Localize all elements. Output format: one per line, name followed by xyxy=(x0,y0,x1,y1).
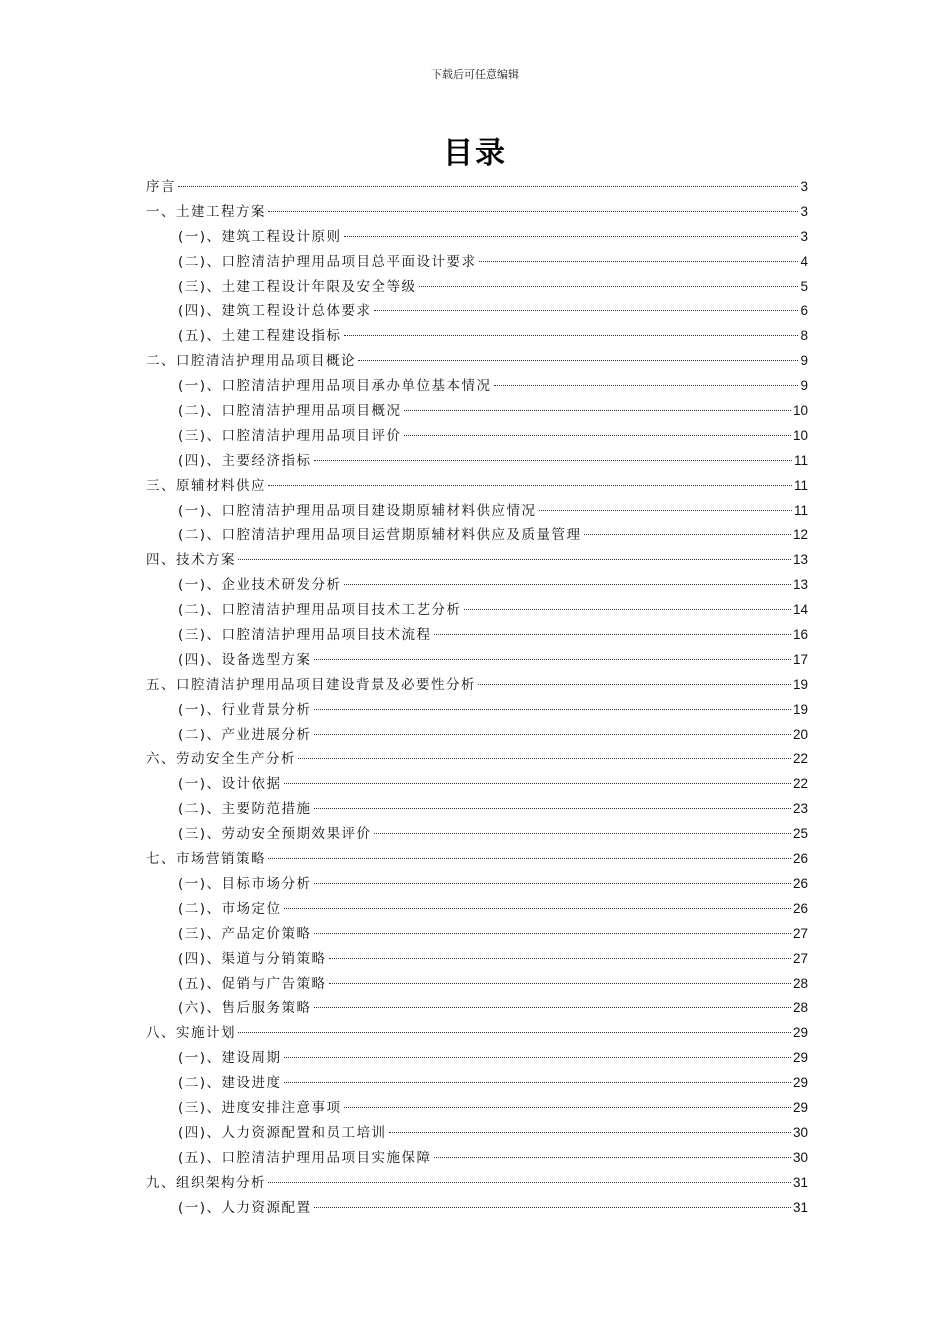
toc-entry-label: 六、劳动安全生产分析 xyxy=(146,751,296,768)
toc-entry[interactable] xyxy=(146,1021,808,1046)
toc-entry-page-number: 13 xyxy=(792,552,808,568)
toc-entry[interactable] xyxy=(146,349,808,374)
toc-entry-label: (一)、目标市场分析 xyxy=(178,875,312,892)
dot-leader xyxy=(314,734,791,735)
toc-entry[interactable] xyxy=(146,250,808,275)
toc-entry-label: (二)、建设进度 xyxy=(178,1075,282,1092)
toc-entry[interactable] xyxy=(146,723,808,748)
toc-entry[interactable] xyxy=(146,399,808,424)
toc-entry[interactable] xyxy=(146,1046,808,1071)
toc-entry-page-number: 29 xyxy=(792,1050,808,1066)
toc-entry[interactable] xyxy=(146,424,808,449)
toc-entry[interactable] xyxy=(146,897,808,922)
toc-entry-label: (一)、人力资源配置 xyxy=(178,1199,312,1216)
dot-leader xyxy=(374,833,791,834)
dot-leader xyxy=(284,1082,791,1083)
toc-entry-label: (二)、主要防范措施 xyxy=(178,801,312,818)
toc-entry-page-number: 28 xyxy=(792,1000,808,1016)
toc-entry[interactable] xyxy=(146,972,808,997)
dot-leader xyxy=(344,335,799,336)
toc-entry-label: (六)、售后服务策略 xyxy=(178,1000,312,1017)
dot-leader xyxy=(268,485,792,486)
toc-entry-label: 八、实施计划 xyxy=(146,1025,236,1042)
toc-entry-page-number: 10 xyxy=(792,403,808,419)
toc-entry-label: 四、技术方案 xyxy=(146,552,236,569)
toc-entry-label: (二)、市场定位 xyxy=(178,900,282,917)
toc-entry-label: (三)、产品定价策略 xyxy=(178,925,312,942)
dot-leader xyxy=(314,883,791,884)
toc-entry-page-number: 5 xyxy=(800,278,808,294)
dot-leader xyxy=(178,186,798,187)
dot-leader xyxy=(314,460,792,461)
toc-entry[interactable] xyxy=(146,474,808,499)
toc-entry[interactable] xyxy=(146,1196,808,1221)
toc-entry-label: (五)、土建工程建设指标 xyxy=(178,328,342,345)
toc-entry-label: (三)、口腔清洁护理用品项目评价 xyxy=(178,427,402,444)
toc-entry[interactable] xyxy=(146,324,808,349)
dot-leader xyxy=(238,1032,791,1033)
toc-entry[interactable] xyxy=(146,275,808,300)
dot-leader xyxy=(268,1182,791,1183)
toc-entry-page-number: 17 xyxy=(792,651,808,667)
toc-entry-page-number: 9 xyxy=(800,353,808,369)
toc-entry-label: (二)、产业进展分析 xyxy=(178,726,312,743)
toc-entry-page-number: 10 xyxy=(792,427,808,443)
toc-entry-label: (二)、口腔清洁护理用品项目概况 xyxy=(178,403,402,420)
dot-leader xyxy=(268,858,791,859)
dot-leader xyxy=(238,559,791,560)
dot-leader xyxy=(479,261,799,262)
dot-leader xyxy=(298,758,791,759)
toc-entry-page-number: 13 xyxy=(792,577,808,593)
toc-entry-page-number: 27 xyxy=(792,950,808,966)
toc-entry-label: (二)、口腔清洁护理用品项目运营期原辅材料供应及质量管理 xyxy=(178,527,582,544)
toc-entry-label: (一)、企业技术研发分析 xyxy=(178,577,342,594)
toc-entry-label: 三、原辅材料供应 xyxy=(146,477,266,494)
toc-entry[interactable] xyxy=(146,374,808,399)
toc-entry[interactable] xyxy=(146,598,808,623)
toc-entry-page-number: 11 xyxy=(793,452,808,468)
toc-entry[interactable] xyxy=(146,1171,808,1196)
toc-entry-page-number: 29 xyxy=(792,1075,808,1091)
toc-entry[interactable] xyxy=(146,523,808,548)
toc-entry-page-number: 16 xyxy=(792,627,808,643)
toc-entry-page-number: 25 xyxy=(792,826,808,842)
toc-entry-page-number: 27 xyxy=(792,925,808,941)
toc-entry[interactable] xyxy=(146,698,808,723)
toc-entry-page-number: 12 xyxy=(792,527,808,543)
dot-leader xyxy=(464,609,791,610)
dot-leader xyxy=(284,908,791,909)
dot-leader xyxy=(389,1132,791,1133)
toc-entry-label: (一)、口腔清洁护理用品项目承办单位基本情况 xyxy=(178,378,492,395)
toc-entry-page-number: 9 xyxy=(800,378,808,394)
dot-leader xyxy=(404,435,791,436)
dot-leader xyxy=(419,286,799,287)
toc-entry-page-number: 30 xyxy=(792,1124,808,1140)
toc-entry[interactable] xyxy=(146,175,808,200)
toc-entry[interactable] xyxy=(146,449,808,474)
toc-entry-page-number: 11 xyxy=(793,502,808,518)
toc-entry-page-number: 28 xyxy=(792,975,808,991)
toc-entry[interactable] xyxy=(146,1096,808,1121)
toc-entry-label: 七、市场营销策略 xyxy=(146,851,266,868)
toc-entry-label: (二)、口腔清洁护理用品项目技术工艺分析 xyxy=(178,602,462,619)
toc-entry[interactable] xyxy=(146,822,808,847)
toc-entry-page-number: 19 xyxy=(792,701,808,717)
toc-entry-label: (四)、设备选型方案 xyxy=(178,651,312,668)
toc-entry[interactable] xyxy=(146,499,808,524)
dot-leader xyxy=(314,933,791,934)
toc-entry-label: 一、土建工程方案 xyxy=(146,203,266,220)
toc-entry-label: (一)、建设周期 xyxy=(178,1050,282,1067)
toc-entry-page-number: 22 xyxy=(792,776,808,792)
dot-leader xyxy=(314,1207,791,1208)
toc-entry-label: 九、组织架构分析 xyxy=(146,1174,266,1191)
dot-leader xyxy=(268,211,798,212)
toc-entry-label: (三)、土建工程设计年限及安全等级 xyxy=(178,278,417,295)
toc-entry[interactable] xyxy=(146,772,808,797)
dot-leader xyxy=(314,808,791,809)
dot-leader xyxy=(314,709,791,710)
toc-entry-label: (五)、促销与广告策略 xyxy=(178,975,327,992)
dot-leader xyxy=(358,360,798,361)
toc-entry-page-number: 29 xyxy=(792,1099,808,1115)
toc-entry-page-number: 19 xyxy=(792,676,808,692)
toc-entry-page-number: 31 xyxy=(792,1174,808,1190)
toc-entry-page-number: 6 xyxy=(800,303,808,319)
dot-leader xyxy=(539,510,792,511)
toc-entry-page-number: 23 xyxy=(792,801,808,817)
toc-entry-label: (四)、人力资源配置和员工培训 xyxy=(178,1124,387,1141)
toc-entry-page-number: 29 xyxy=(792,1025,808,1041)
toc-entry-page-number: 30 xyxy=(792,1149,808,1165)
toc-entry[interactable] xyxy=(146,648,808,673)
toc-entry-label: (五)、口腔清洁护理用品项目实施保障 xyxy=(178,1149,432,1166)
toc-entry-page-number: 20 xyxy=(792,726,808,742)
dot-leader xyxy=(404,410,791,411)
toc-entry[interactable] xyxy=(146,996,808,1021)
dot-leader xyxy=(344,1107,791,1108)
toc-entry[interactable] xyxy=(146,1146,808,1171)
toc-entry-page-number: 11 xyxy=(793,477,808,493)
toc-entry-label: (一)、行业背景分析 xyxy=(178,701,312,718)
dot-leader xyxy=(434,634,791,635)
toc-entry[interactable] xyxy=(146,847,808,872)
toc-entry-label: 五、口腔清洁护理用品项目建设背景及必要性分析 xyxy=(146,676,476,693)
toc-entry[interactable] xyxy=(146,573,808,598)
toc-list xyxy=(146,175,808,1220)
toc-entry-page-number: 22 xyxy=(792,751,808,767)
toc-entry[interactable] xyxy=(146,947,808,972)
toc-entry[interactable] xyxy=(146,673,808,698)
toc-entry-page-number: 3 xyxy=(800,203,808,219)
dot-leader xyxy=(494,385,799,386)
toc-entry[interactable] xyxy=(146,623,808,648)
toc-entry[interactable] xyxy=(146,1071,808,1096)
toc-entry-page-number: 26 xyxy=(792,851,808,867)
toc-entry-label: (四)、渠道与分销策略 xyxy=(178,950,327,967)
toc-entry[interactable] xyxy=(146,1121,808,1146)
toc-entry-label: (三)、口腔清洁护理用品项目技术流程 xyxy=(178,627,432,644)
toc-entry-label: (四)、建筑工程设计总体要求 xyxy=(178,303,372,320)
toc-entry[interactable] xyxy=(146,225,808,250)
dot-leader xyxy=(314,659,791,660)
toc-entry-page-number: 26 xyxy=(792,900,808,916)
dot-leader xyxy=(344,584,791,585)
dot-leader xyxy=(584,534,791,535)
dot-leader xyxy=(344,236,799,237)
toc-entry-page-number: 31 xyxy=(792,1199,808,1215)
toc-entry[interactable] xyxy=(146,872,808,897)
toc-entry-label: (三)、劳动安全预期效果评价 xyxy=(178,826,372,843)
toc-entry-page-number: 8 xyxy=(800,328,808,344)
header-note: 下载后可任意编辑 xyxy=(431,68,519,81)
toc-entry[interactable] xyxy=(146,299,808,324)
toc-entry-page-number: 3 xyxy=(800,228,808,244)
toc-entry-label: (三)、进度安排注意事项 xyxy=(178,1099,342,1116)
toc-entry-label: (二)、口腔清洁护理用品项目总平面设计要求 xyxy=(178,253,477,270)
dot-leader xyxy=(329,958,791,959)
toc-entry-label: (四)、主要经济指标 xyxy=(178,452,312,469)
toc-entry-label: 二、口腔清洁护理用品项目概论 xyxy=(146,353,356,370)
toc-entry-page-number: 14 xyxy=(792,602,808,618)
toc-entry-label: (一)、口腔清洁护理用品项目建设期原辅材料供应情况 xyxy=(178,502,537,519)
toc-title: 目录 xyxy=(443,136,507,171)
toc-entry-label: (一)、建筑工程设计原则 xyxy=(178,228,342,245)
toc-entry[interactable] xyxy=(146,797,808,822)
dot-leader xyxy=(284,783,791,784)
dot-leader xyxy=(434,1157,791,1158)
toc-entry-page-number: 26 xyxy=(792,875,808,891)
toc-entry[interactable] xyxy=(146,922,808,947)
toc-entry-label: 序言 xyxy=(146,179,176,195)
toc-entry[interactable] xyxy=(146,747,808,772)
toc-entry-page-number: 4 xyxy=(800,253,808,269)
toc-entry-label: (一)、设计依据 xyxy=(178,776,282,793)
dot-leader xyxy=(374,310,799,311)
toc-entry[interactable] xyxy=(146,548,808,573)
dot-leader xyxy=(314,1007,791,1008)
dot-leader xyxy=(284,1057,791,1058)
dot-leader xyxy=(478,684,791,685)
toc-entry[interactable] xyxy=(146,200,808,225)
toc-entry-page-number: 3 xyxy=(800,179,808,194)
dot-leader xyxy=(329,983,791,984)
